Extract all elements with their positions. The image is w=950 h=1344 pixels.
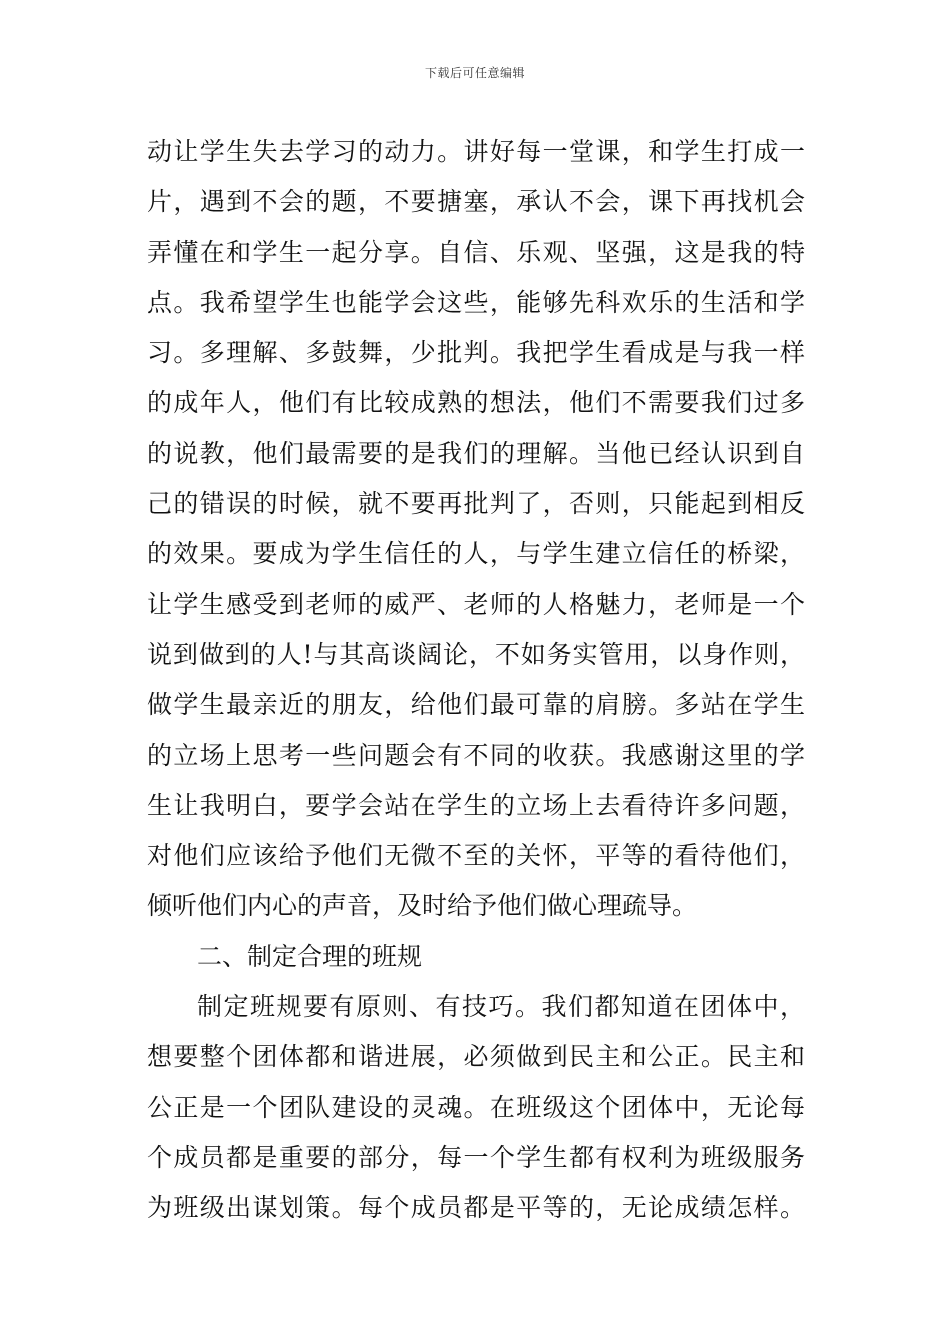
text-line: 让学生感受到老师的威严、老师的人格魅力，老师是一个 bbox=[147, 589, 805, 619]
text-line: 说到做到的人!与其高谈阔论，不如务实管用，以身作则， bbox=[147, 639, 805, 669]
text-line: 的立场上思考一些问题会有不同的收获。我感谢这里的学 bbox=[147, 740, 805, 770]
paragraph-first-line: 制定班规要有原则、有技巧。我们都知道在团体中， bbox=[197, 992, 805, 1022]
section-heading: 二、制定合理的班规 bbox=[197, 941, 423, 971]
text-line: 公正是一个团队建设的灵魂。在班级这个团体中，无论每 bbox=[147, 1092, 805, 1122]
text-line: 对他们应该给予他们无微不至的关怀，平等的看待他们， bbox=[147, 841, 805, 871]
text-line: 习。多理解、多鼓舞，少批判。我把学生看成是与我一样 bbox=[147, 338, 805, 368]
paragraph-end-line: 倾听他们内心的声音，及时给予他们做心理疏导。 bbox=[147, 891, 698, 921]
body-text bbox=[147, 127, 805, 1234]
text-line: 的成年人，他们有比较成熟的想法，他们不需要我们过多 bbox=[147, 388, 805, 418]
text-line: 点。我希望学生也能学会这些，能够先科欢乐的生活和学 bbox=[147, 287, 805, 317]
text-line: 己的错误的时候，就不要再批判了，否则，只能起到相反 bbox=[147, 489, 805, 519]
text-line: 弄懂在和学生一起分享。自信、乐观、坚强，这是我的特 bbox=[147, 237, 805, 267]
page-header: 下载后可任意编辑 bbox=[424, 66, 525, 80]
text-line: 想要整个团体都和谐进展，必须做到民主和公正。民主和 bbox=[147, 1042, 805, 1072]
text-line: 的效果。要成为学生信任的人，与学生建立信任的桥梁， bbox=[147, 539, 805, 569]
text-line: 为班级出谋划策。每个成员都是平等的，无论成绩怎样。 bbox=[147, 1193, 805, 1223]
text-line: 片，遇到不会的题，不要搪塞，承认不会，课下再找机会 bbox=[147, 187, 805, 217]
text-line: 生让我明白，要学会站在学生的立场上去看待许多问题， bbox=[147, 790, 805, 820]
text-line: 个成员都是重要的部分，每一个学生都有权利为班级服务 bbox=[147, 1142, 805, 1172]
text-line: 的说教，他们最需要的是我们的理解。当他已经认识到自 bbox=[147, 438, 805, 468]
text-line: 做学生最亲近的朋友，给他们最可靠的肩膀。多站在学生 bbox=[147, 690, 805, 720]
text-line: 动让学生失去学习的动力。讲好每一堂课，和学生打成一 bbox=[147, 137, 805, 166]
